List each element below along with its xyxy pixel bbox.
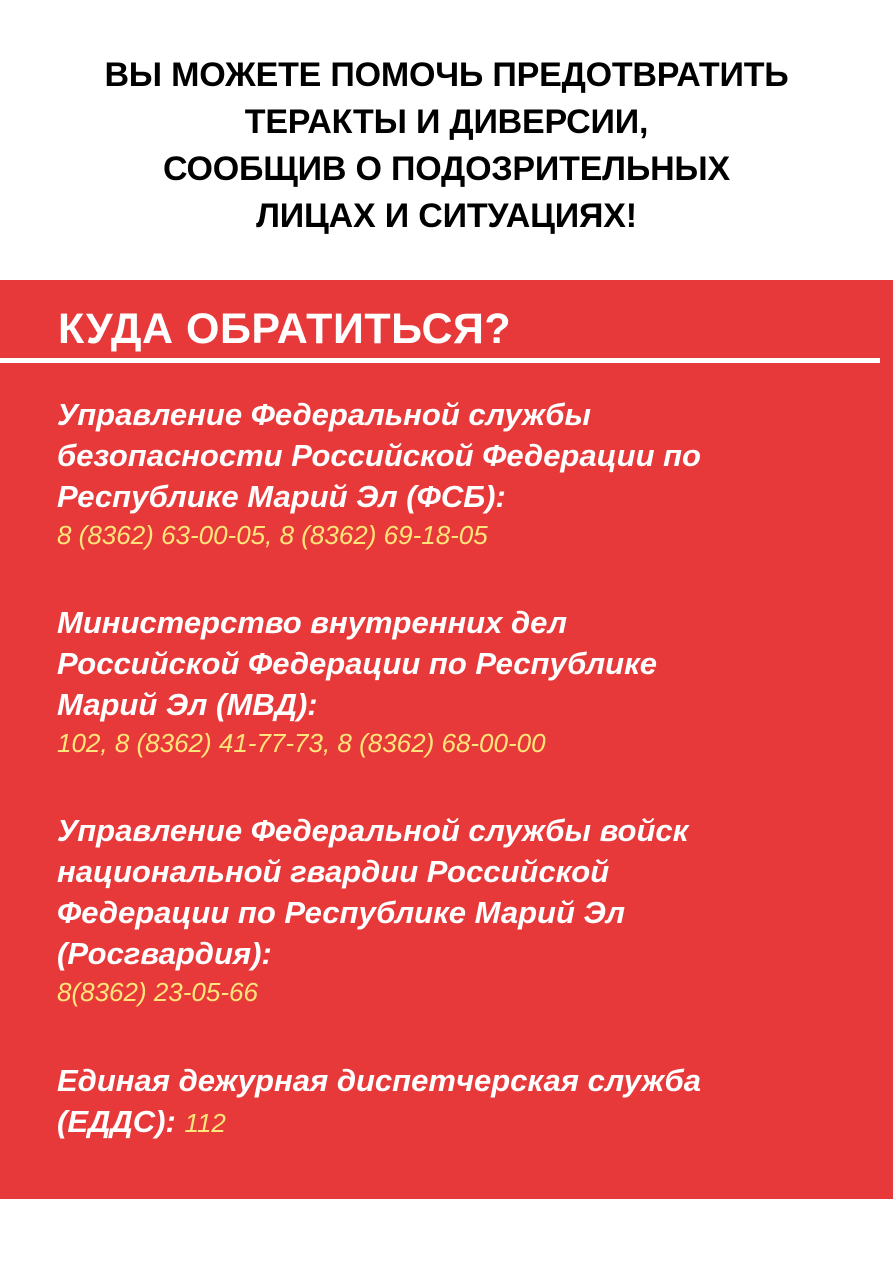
headline-line: ВЫ МОЖЕТЕ ПОМОЧЬ ПРЕДОТВРАТИТЬ [104,56,789,94]
org-line-with-phone [57,1101,857,1144]
section-title: КУДА ОБРАТИТЬСЯ? [58,305,512,353]
contact-phones: 102, 8 (8362) 41-77-73, 8 (8362) 68-00-00 [57,728,546,758]
contact-rosgvardia [57,810,857,1008]
org-line: (ЕДДС): [57,1104,176,1139]
contact-phones: 8 (8362) 63-00-05, 8 (8362) 69-18-05 [57,520,488,550]
org-line: безопасности Российской Федерации по [57,438,701,473]
org-line: Министерство внутренних дел [57,605,568,640]
section-divider [0,358,880,363]
org-line: Федерации по Республике Марий Эл [57,895,626,930]
contact-fsb [57,394,857,551]
contact-mvd [57,602,857,759]
org-line: национальной гвардии Российской [57,854,610,889]
org-line: Управление Федеральной службы [57,397,591,432]
headline-line: СООБЩИВ О ПОДОЗРИТЕЛЬНЫХ [163,150,730,188]
org-line: Единая дежурная диспетчерская служба [57,1063,701,1098]
contact-org-name [57,1060,857,1144]
headline-line: ЛИЦАХ И СИТУАЦИЯХ! [256,197,637,235]
contacts-panel [0,280,893,1199]
headline-line: ТЕРАКТЫ И ДИВЕРСИИ, [244,103,649,141]
contact-phones: 112 [184,1108,226,1138]
contact-org-name [57,810,857,974]
contact-edds [57,1060,857,1144]
org-line: (Росгвардия): [57,936,272,971]
org-line: Управление Федеральной службы войск [57,813,689,848]
org-line: Российской Федерации по Республике [57,646,658,681]
page-headline [0,52,893,240]
contact-phones: 8(8362) 23-05-66 [57,977,258,1007]
contact-org-name [57,394,857,517]
contact-org-name [57,602,857,725]
org-line: Республике Марий Эл (ФСБ): [57,479,506,514]
org-line: Марий Эл (МВД): [57,687,318,722]
